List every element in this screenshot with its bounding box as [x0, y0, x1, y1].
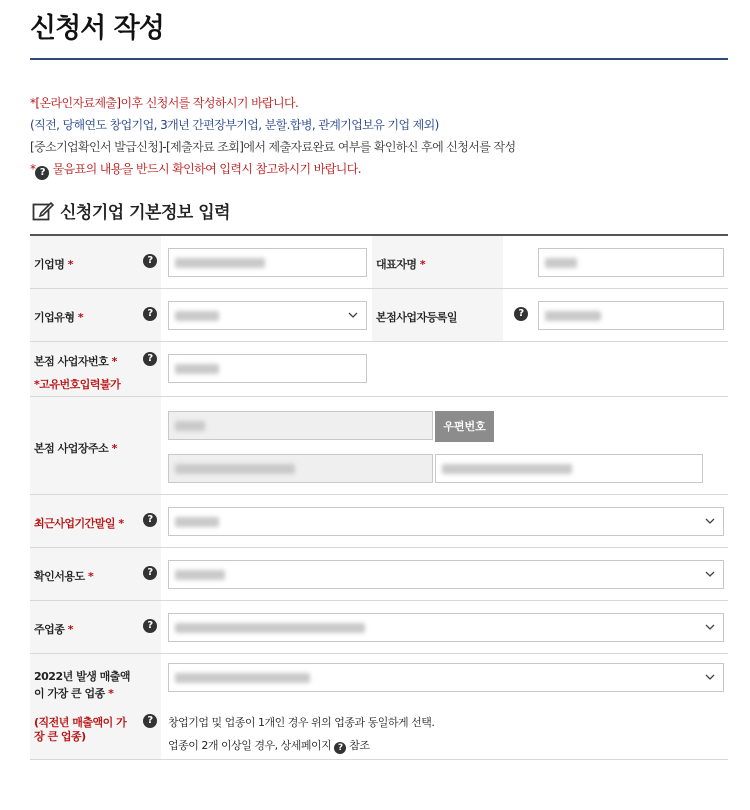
form-row-company-name	[30, 236, 728, 289]
company-name-help-icon[interactable]: ?	[143, 254, 157, 268]
fiscal-date-select[interactable]	[168, 507, 724, 536]
question-icon: ?	[334, 742, 346, 754]
form-row-biz-number	[30, 342, 728, 397]
title-divider	[30, 58, 728, 60]
form-row-largest-industry	[30, 654, 728, 760]
address-label: 본점 사업장주소	[34, 442, 109, 455]
main-industry-select[interactable]	[168, 613, 724, 642]
basic-info-form	[30, 234, 728, 760]
chevron-down-icon	[348, 310, 358, 320]
required-mark: *	[108, 687, 114, 700]
form-row-company-type	[30, 289, 728, 342]
notice-line-4-text: 물음표의 내용을 반드시 확인하여 입력시 참고하시기 바랍니다.	[52, 162, 361, 176]
address-detail-input[interactable]	[435, 454, 703, 483]
company-type-help-icon[interactable]: ?	[143, 307, 157, 321]
address-label-cell	[30, 397, 161, 494]
required-mark: *	[118, 517, 124, 530]
reg-date-input[interactable]	[538, 301, 724, 330]
section-title-text: 신청기업 기본정보 입력	[60, 203, 231, 223]
section-title	[32, 198, 230, 223]
required-mark: *	[67, 623, 73, 636]
chevron-down-icon	[705, 516, 715, 526]
largest-industry-help-line-2-text: 업종이 2개 이상일 경우, 상세페이지	[168, 739, 332, 752]
company-type-select[interactable]	[168, 301, 367, 330]
fiscal-date-label: 최근사업기간말일	[34, 517, 116, 530]
reg-date-help-icon[interactable]: ?	[514, 307, 528, 321]
notice-line-1: *[온라인자료제출]이후 신청서를 작성하시기 바랍니다.	[30, 96, 299, 110]
largest-industry-help-line-2-end: 참조	[349, 739, 370, 752]
largest-industry-help-line-1: 창업기업 및 업종이 1개인 경우 위의 업종과 동일하게 선택.	[168, 716, 435, 729]
ceo-name-label: 대표자명	[376, 258, 417, 271]
zipcode-input[interactable]	[168, 411, 433, 440]
largest-industry-select[interactable]	[168, 663, 724, 692]
largest-industry-note: (직전년 매출액이 가장 큰 업종)	[34, 716, 127, 743]
chevron-down-icon	[705, 622, 715, 632]
notice-line-4	[30, 158, 515, 180]
address-main-input[interactable]	[168, 454, 433, 483]
company-name-label: 기업명	[34, 258, 65, 271]
purpose-label-cell	[30, 548, 161, 600]
required-mark: *	[111, 442, 117, 455]
largest-industry-help-line-2	[168, 737, 370, 754]
required-mark: *	[419, 258, 426, 271]
form-row-main-industry	[30, 601, 728, 654]
purpose-label: 확인서용도	[34, 570, 85, 583]
ceo-name-label-cell	[372, 236, 503, 288]
biz-no-help-icon[interactable]: ?	[143, 352, 157, 366]
biz-no-label-cell	[30, 342, 161, 396]
company-name-input[interactable]	[168, 248, 367, 277]
notice-asterisk: *	[30, 162, 36, 176]
purpose-select[interactable]	[168, 560, 724, 589]
required-mark: *	[87, 570, 94, 583]
biz-no-note: *고유번호입력불가	[34, 378, 121, 391]
largest-industry-label-cell	[30, 654, 161, 759]
form-row-purpose	[30, 548, 728, 601]
fiscal-date-label-cell	[30, 495, 161, 547]
ceo-name-input[interactable]	[538, 248, 724, 277]
chevron-down-icon	[705, 569, 715, 579]
form-row-fiscal-date	[30, 495, 728, 548]
required-mark: *	[77, 311, 84, 324]
page-title: 신청서 작성	[30, 13, 164, 44]
question-icon: ?	[35, 166, 49, 180]
notice-line-3: [중소기업확인서 발급신청]-[제출자료 조회]에서 제출자료완료 여부를 확인하신 후에 신청서를 작성	[30, 140, 516, 154]
largest-industry-help-icon[interactable]: ?	[143, 714, 157, 728]
chevron-down-icon	[705, 672, 715, 682]
required-mark: *	[67, 258, 73, 271]
company-name-label-cell	[30, 236, 161, 288]
main-industry-label: 주업종	[34, 623, 65, 636]
purpose-help-icon[interactable]: ?	[143, 566, 157, 580]
company-type-label: 기업유형	[34, 311, 75, 324]
form-row-address	[30, 397, 728, 495]
edit-icon	[32, 201, 54, 221]
fiscal-date-help-icon[interactable]: ?	[143, 513, 157, 527]
notice-line-2: (직전, 당해연도 창업기업, 3개년 간편장부기업, 분할.합병, 관계기업보유 기업 제외)	[30, 118, 439, 132]
biz-no-input[interactable]	[168, 354, 367, 383]
reg-date-label: 본점사업자등록일	[376, 311, 458, 324]
zipcode-search-button[interactable]: 우편번호	[435, 411, 494, 442]
notice-block	[30, 92, 515, 180]
biz-no-label: 본점 사업자번호	[34, 355, 109, 368]
company-type-label-cell	[30, 289, 161, 341]
main-industry-label-cell	[30, 601, 161, 653]
main-industry-help-icon[interactable]: ?	[143, 619, 157, 633]
reg-date-label-cell	[372, 289, 524, 341]
largest-industry-label: 2022년 발생 매출액이 가장 큰 업종	[34, 670, 131, 700]
required-mark: *	[111, 355, 117, 368]
